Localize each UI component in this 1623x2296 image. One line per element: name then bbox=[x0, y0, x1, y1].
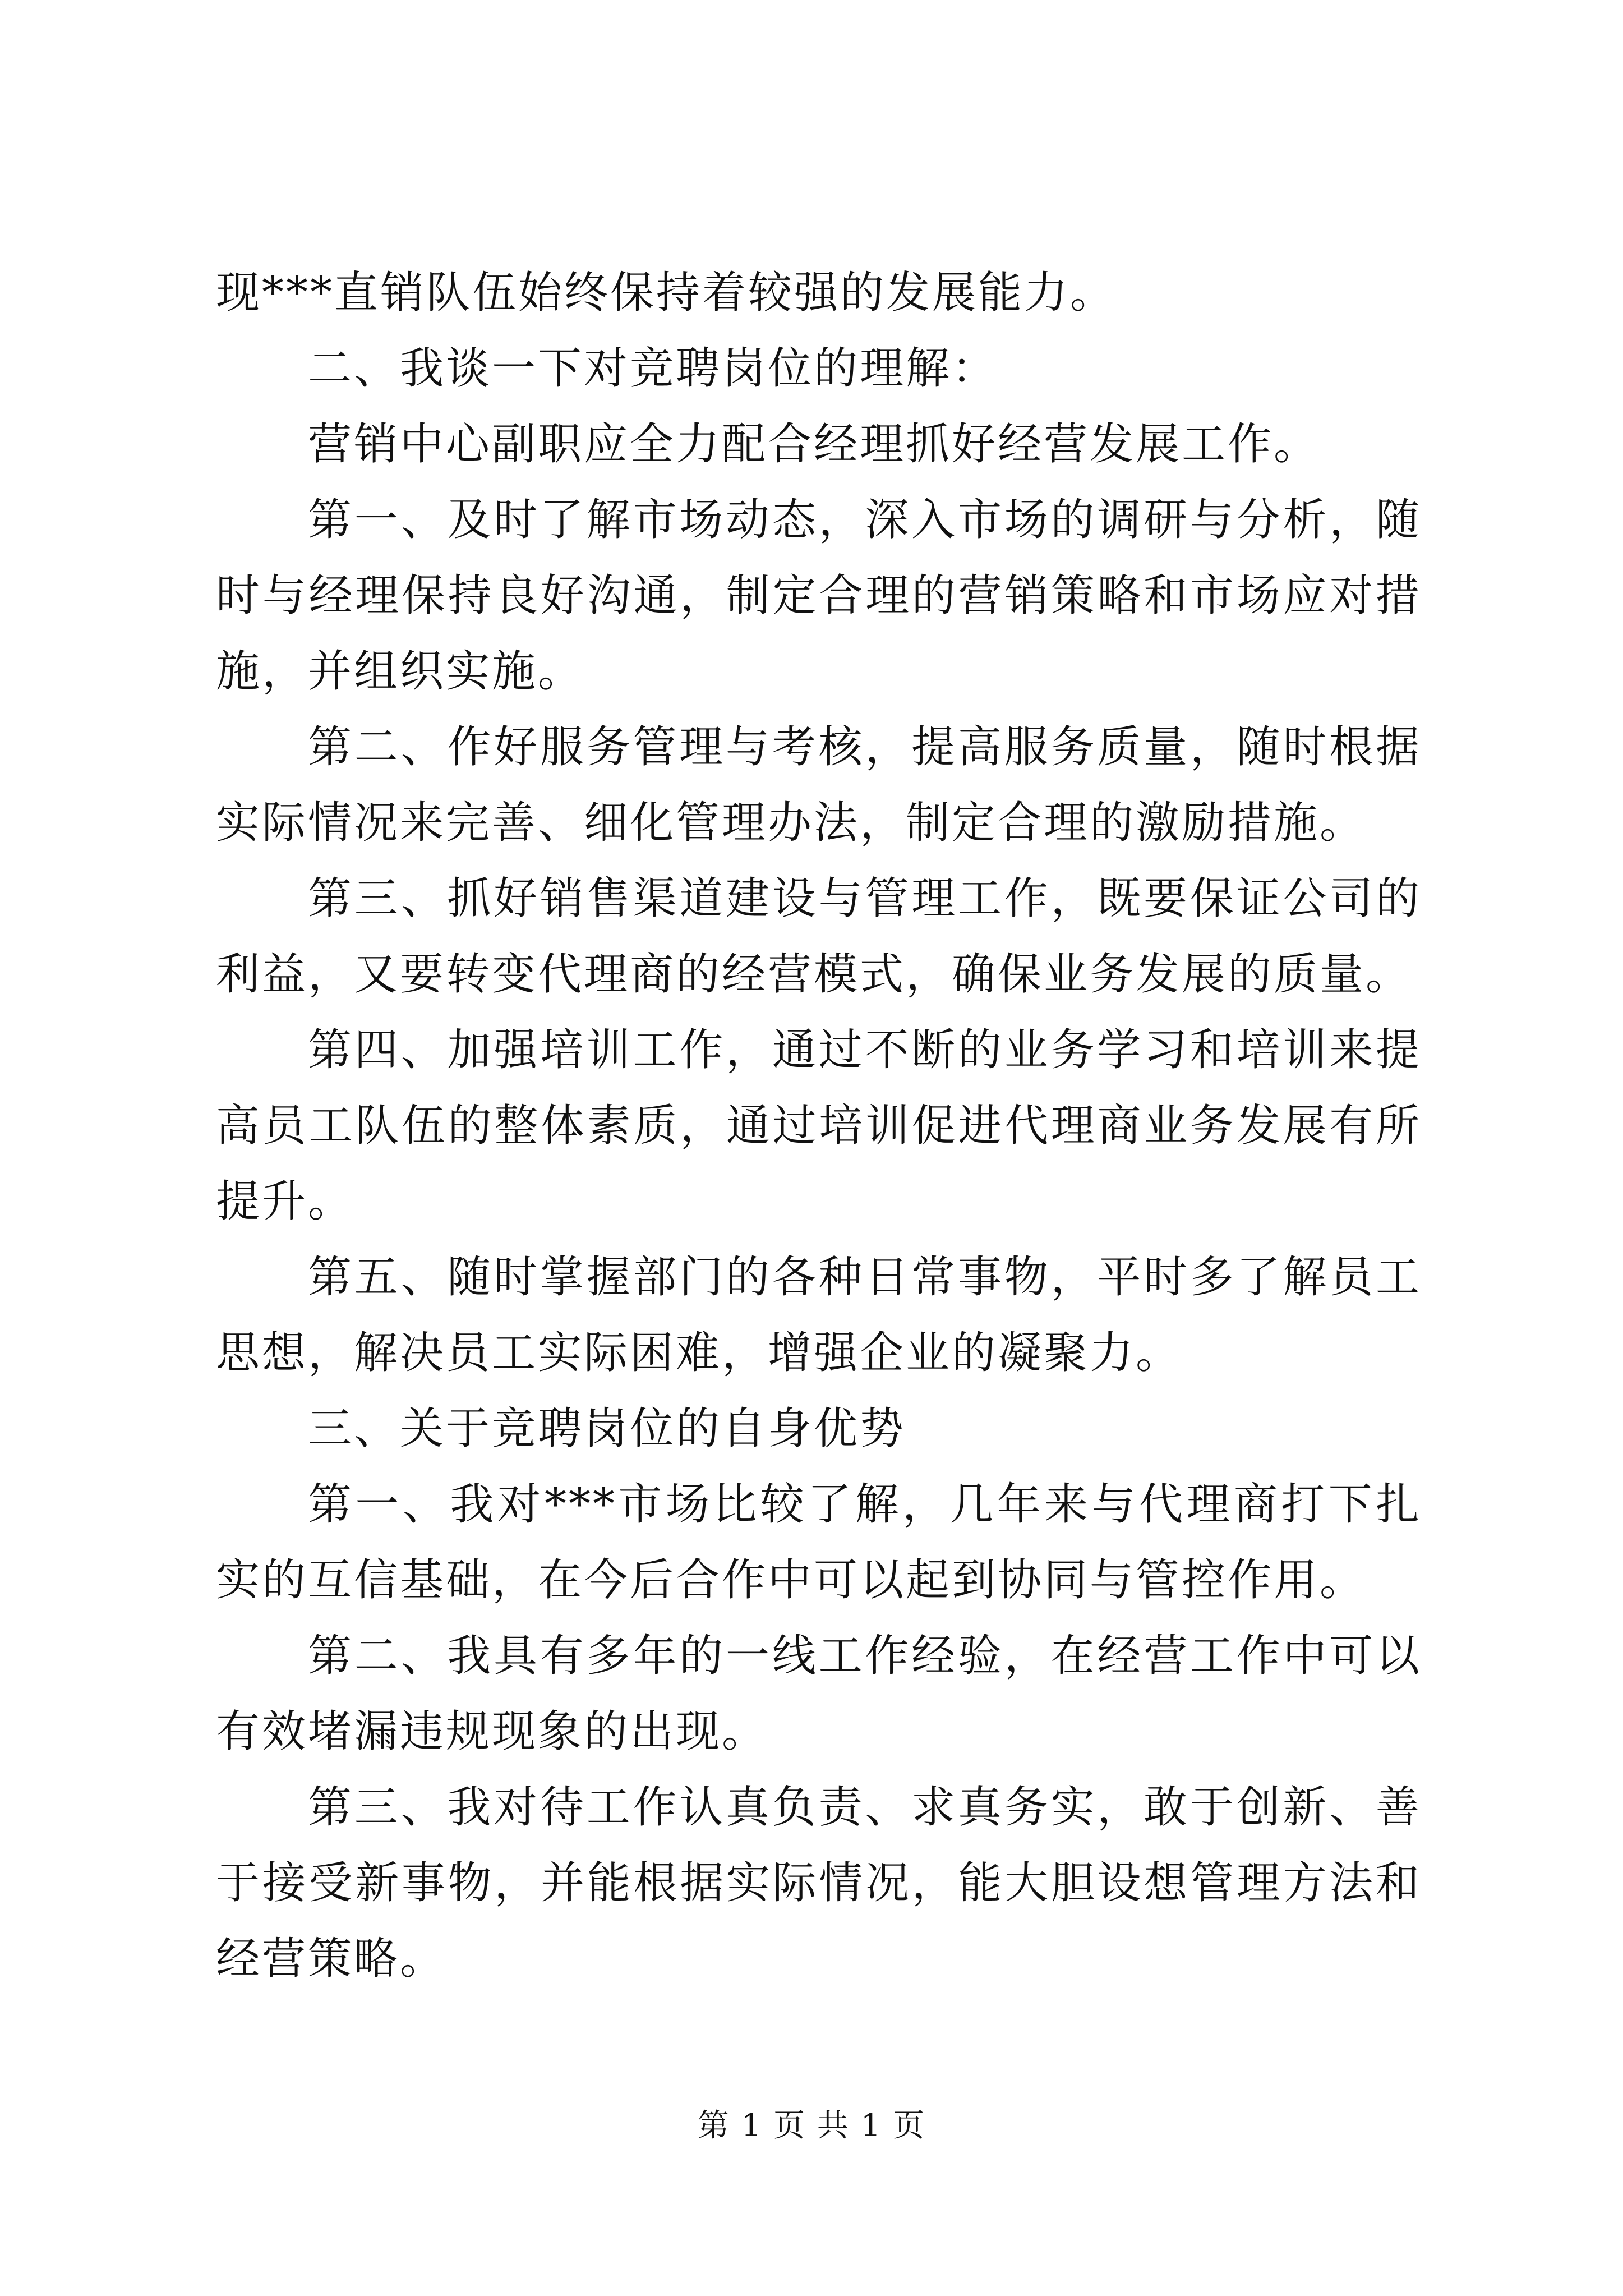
page-footer: 第 1 页 共 1 页 bbox=[697, 2108, 926, 2144]
paragraph-2: 二、我谈一下对竞聘岗位的理解： bbox=[308, 343, 998, 394]
paragraph-3: 营销中心副职应全力配合经理抓好经营发展工作。 bbox=[308, 419, 1320, 470]
paragraph-1: 现***直销队伍始终保持着较强的发展能力。 bbox=[216, 268, 1117, 318]
paragraph-6: 第三、抓好销售渠道建设与管理工作，既要保证公司的利益，又要转变代理商的经营模式，确保业务发展的质量。 bbox=[216, 873, 1422, 1000]
paragraph-8: 第五、随时掌握部门的各种日常事物，平时多了解员工思想，解决员工实际困难，增强企业的凝聚力。 bbox=[216, 1252, 1422, 1378]
paragraph-10: 第一、我对***市场比较了解，几年来与代理商打下扎实的互信基础，在今后合作中可以起到协同与管控作用。 bbox=[216, 1479, 1422, 1605]
paragraph-9: 三、关于竞聘岗位的自身优势 bbox=[308, 1404, 906, 1454]
paragraph-7: 第四、加强培训工作，通过不断的业务学习和培训来提高员工队伍的整体素质，通过培训促进代理商业务发展有所提升。 bbox=[216, 1025, 1422, 1227]
paragraph-12: 第三、我对待工作认真负责、求真务实，敢于创新、善于接受新事物，并能根据实际情况，能大胆设想管理方法和经营策略。 bbox=[216, 1782, 1422, 1984]
document-body bbox=[216, 255, 1422, 1997]
paragraph-5: 第二、作好服务管理与考核，提高服务质量，随时根据实际情况来完善、细化管理办法，制定合理的激励措施。 bbox=[216, 722, 1422, 848]
paragraph-11: 第二、我具有多年的一线工作经验，在经营工作中可以有效堵漏违规现象的出现。 bbox=[216, 1631, 1422, 1757]
paragraph-4: 第一、及时了解市场动态，深入市场的调研与分析，随时与经理保持良好沟通，制定合理的营销策略和市场应对措施，并组织实施。 bbox=[216, 495, 1422, 697]
